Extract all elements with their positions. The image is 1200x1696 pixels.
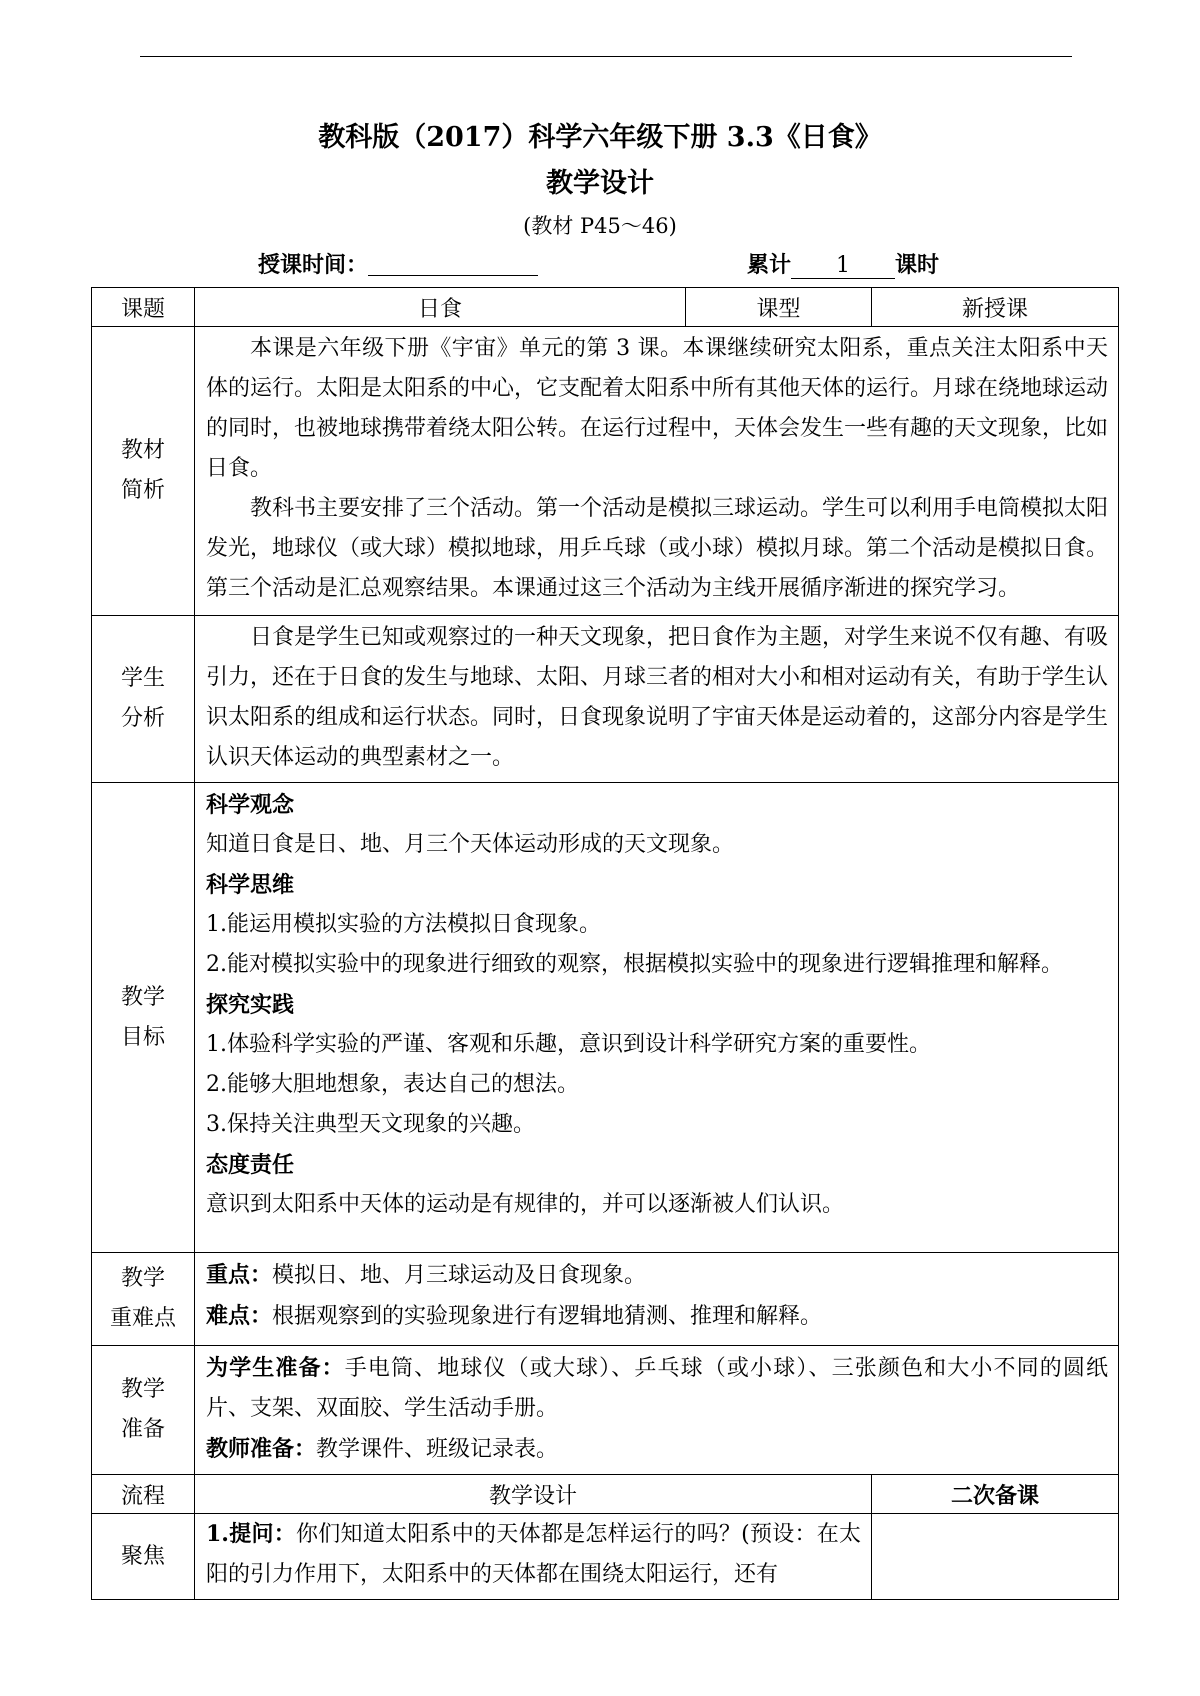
goals-content — [195, 783, 1119, 1253]
process-col-flow: 流程 — [92, 1475, 195, 1514]
student-paragraph: 日食是学生已知或观察过的一种天文现象，把日食作为主题，对学生来说不仅有趣、有吸引力，还在于日食的发生与地球、太阳、月球三者的相对大小和相对运动有关，有助于学生认识太阳系的组成和运行状态。同时，日食现象说明了宇宙天体是运动着的，这部分内容是学生认识天体运动的典型素材之一。 — [206, 625, 1109, 770]
goal-item: 1.能运用模拟实验的方法模拟日食现象。 — [206, 912, 601, 937]
period-count — [747, 248, 939, 279]
goal-item: 意识到太阳系中天体的运动是有规律的，并可以逐渐被人们认识。 — [206, 1192, 845, 1217]
process-col-revision: 二次备课 — [872, 1475, 1119, 1514]
lesson-type-label: 课型 — [686, 288, 872, 327]
textbook-pages: (教材 P45～46) — [523, 214, 677, 238]
material-paragraph: 教科书主要安排了三个活动。第一个活动是模拟三球运动。学生可以利用手电筒模拟太阳发光，地球仪（或大球）模拟地球，用乒乓球（或小球）模拟月球。第二个活动是模拟日食。第三个活动是汇总观察结果。本课通过这三个活动为主线开展循序渐进的探究学习。 — [206, 496, 1109, 601]
goal-item: 知道日食是日、地、月三个天体运动形成的天文现象。 — [206, 832, 735, 857]
prep-content — [195, 1346, 1119, 1475]
goal-item: 1.体验科学实验的严谨、客观和乐趣，意识到设计科学研究方案的重要性。 — [206, 1032, 931, 1057]
topic-row — [92, 288, 1119, 327]
keypoints-row — [92, 1253, 1119, 1346]
material-label: 教材 简析 — [92, 327, 195, 616]
goal-heading: 科学思维 — [206, 872, 295, 898]
material-content — [195, 327, 1119, 616]
key-point: 重点：模拟日、地、月三球运动及日食现象。 — [206, 1262, 647, 1288]
material-row — [92, 327, 1119, 616]
lesson-plan-table — [91, 287, 1119, 1600]
doc-subtitle: 教学设计 — [546, 168, 654, 199]
period-count-unit: 课时 — [895, 252, 940, 278]
process-col-design: 教学设计 — [195, 1475, 872, 1514]
topic-label: 课题 — [92, 288, 195, 327]
class-time-blank — [368, 253, 538, 276]
student-content — [195, 616, 1119, 783]
topic-value: 日食 — [195, 288, 686, 327]
teacher-prep: 教师准备：教学课件、班级记录表。 — [206, 1436, 559, 1462]
student-label: 学生 分析 — [92, 616, 195, 783]
focus-revision-cell — [872, 1514, 1119, 1600]
goal-item: 2.能对模拟实验中的现象进行细致的观察，根据模拟实验中的现象进行逻辑推理和解释。 — [206, 952, 1063, 977]
period-count-value: 1 — [791, 253, 895, 279]
prep-label: 教学 准备 — [92, 1346, 195, 1475]
doc-title: 教科版（2017）科学六年级下册 3.3《日食》 — [318, 122, 882, 153]
header-rule — [140, 56, 1072, 57]
focus-content: 1.提问：你们知道太阳系中的天体都是怎样运行的吗？(预设：在太阳的引力作用下，太阳系中的天体都在围绕太阳运行，还有 — [195, 1514, 872, 1600]
goals-row — [92, 783, 1119, 1253]
process-header-row — [92, 1475, 1119, 1514]
focus-row — [92, 1514, 1119, 1600]
goal-item: 3.保持关注典型天文现象的兴趣。 — [206, 1112, 535, 1137]
focus-label: 聚焦 — [92, 1514, 195, 1600]
class-time — [258, 248, 538, 279]
student-row — [92, 616, 1119, 783]
goals-label: 教学 目标 — [92, 783, 195, 1253]
goal-heading: 科学观念 — [206, 792, 295, 818]
student-prep: 为学生准备：手电筒、地球仪（或大球）、乒乓球（或小球）、三张颜色和大小不同的圆纸片、支架、双面胶、学生活动手册。 — [206, 1355, 1108, 1421]
keypoints-content — [195, 1253, 1119, 1346]
goal-item: 2.能够大胆地想象，表达自己的想法。 — [206, 1072, 579, 1097]
goal-heading: 探究实践 — [206, 992, 295, 1018]
class-time-label: 授课时间： — [258, 252, 369, 278]
difficult-point: 难点：根据观察到的实验现象进行有逻辑地猜测、推理和解释。 — [206, 1303, 823, 1329]
period-count-label: 累计 — [747, 252, 792, 278]
lesson-type-value: 新授课 — [872, 288, 1119, 327]
goal-heading: 态度责任 — [206, 1152, 295, 1178]
prep-row — [92, 1346, 1119, 1475]
keypoints-label: 教学 重难点 — [92, 1253, 195, 1346]
material-paragraph: 本课是六年级下册《宇宙》单元的第 3 课。本课继续研究太阳系，重点关注太阳系中天体的运行。太阳是太阳系的中心，它支配着太阳系中所有其他天体的运行。月球在绕地球运动的同时，也被地球携带着绕太阳公转。在运行过程中，天体会发生一些有趣的天文现象，比如日食。 — [206, 336, 1109, 481]
